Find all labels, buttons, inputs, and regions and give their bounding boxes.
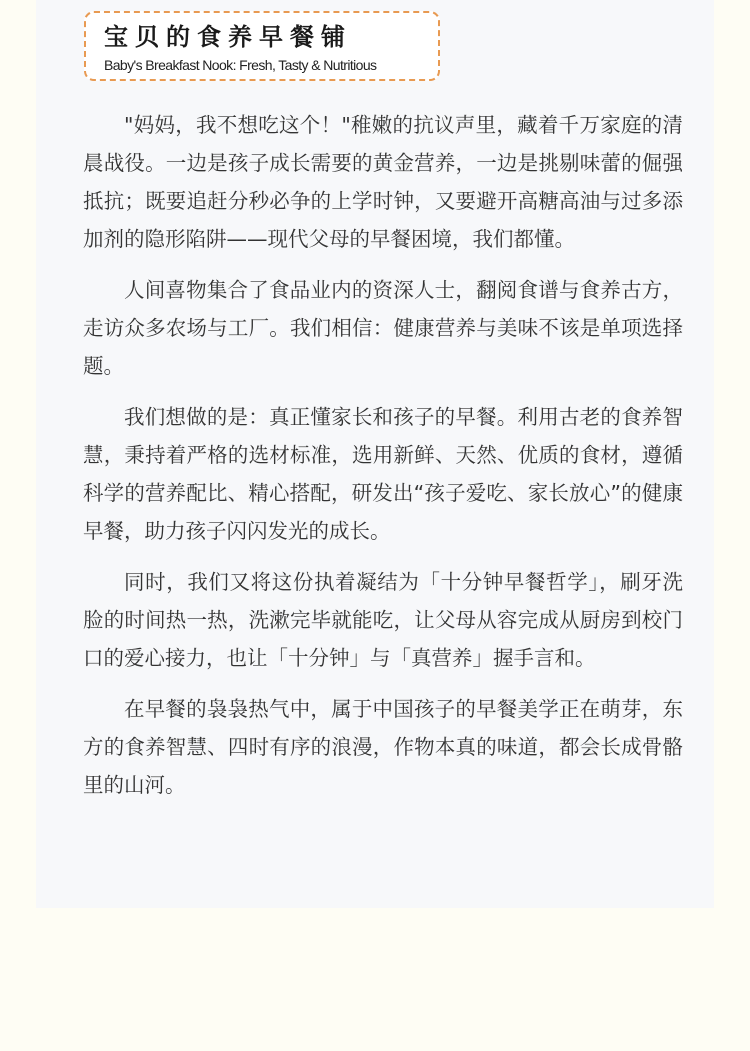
content-card (36, 0, 714, 908)
paragraph-2: 人间喜物集合了食品业内的资深人士，翻阅食谱与食养古方，走访众多农场与工厂。我们相信：健康营养与美味不该是单项选择题。 (83, 278, 683, 378)
page-title: 宝贝的食养早餐铺 (104, 23, 352, 51)
paragraph-4: 同时，我们又将这份执着凝结为「十分钟早餐哲学」，刷牙洗脸的时间热一热，洗漱完毕就能吃，让父母从容完成从厨房到校门口的爱心接力，也让「十分钟」与「真营养」握手言和。 (83, 570, 683, 670)
title-box (84, 11, 440, 81)
article-body (83, 106, 683, 817)
page-subtitle: Baby's Breakfast Nook: Fresh, Tasty & Nutritious (104, 57, 377, 73)
paragraph-3: 我们想做的是：真正懂家长和孩子的早餐。利用古老的食养智慧，秉持着严格的选材标准，选用新鲜、天然、优质的食材，遵循科学的营养配比、精心搭配，研发出“孩子爱吃、家长放心”的健康早餐，助力孩子闪闪发光的成长。 (83, 405, 683, 543)
paragraph-1: "妈妈，我不想吃这个！"稚嫩的抗议声里，藏着千万家庭的清晨战役。一边是孩子成长需要的黄金营养，一边是挑剔味蕾的倔强抵抗；既要追赶分秒必争的上学时钟，又要避开高糖高油与过多添加剂的隐形陷阱——现代父母的早餐困境，我们都懂。 (83, 113, 683, 251)
paragraph-5: 在早餐的袅袅热气中，属于中国孩子的早餐美学正在萌芽，东方的食养智慧、四时有序的浪漫，作物本真的味道，都会长成骨骼里的山河。 (83, 697, 683, 797)
